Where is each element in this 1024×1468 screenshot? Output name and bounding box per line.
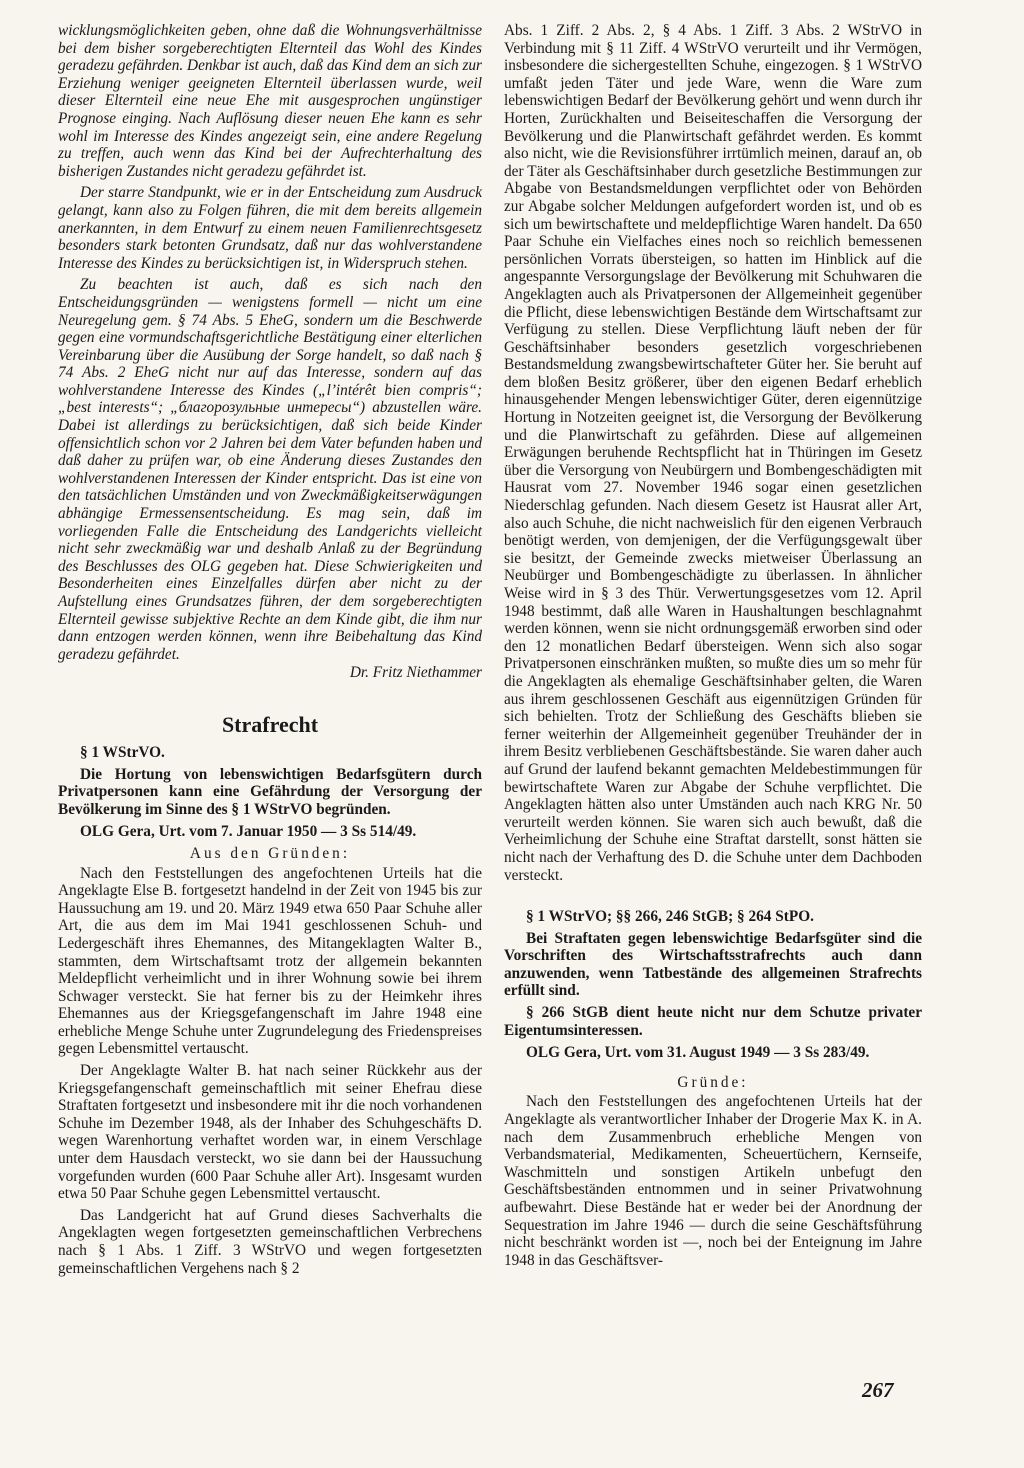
paragraph: Zu beachten ist auch, daß es sich nach den Entscheidungsgründen — wenigstens formell — nicht um eine Neuregelung gem. § 74 Abs. 5 EheG, sondern um die Beschwerde gegen eine vormundschaftsgerichtliche Bestätigung einer elterlichen Vereinbarung über die Ausübung der Sorge handelt, so daß nach § 74 Abs. 2 EheG nicht nur auf das Interesse, sondern auf das wohlverstandene Interesse des Kindes („l’intérêt bien compris“; „best interests“; „благорозульные интересы“) abzustellen wäre. Dabei ist allerdings zu berücksichtigen, daß sich beide Kinder offensichtlich schon vor 2 Jahren bei dem Vater befunden haben und daß daher zu prüfen war, ob eine Änderung dieses Zustandes den wohlverstandenen Interessen der Kinder entspricht. Das ist eine von den tatsächlichen Umständen und von Zweckmäßigkeitserwägungen abhängige Ermessensentscheidung. Es mag sein, daß im vorliegenden Falle die Entscheidung des Landgerichts vielleicht nicht sehr zweckmäßig war und deshalb Anlaß zu der Begründung des Beschlusses des OLG gegeben hat. Diese Schwierigkeiten und Besonderheiten eines Einzelfalles dürfen aber nicht zu der Aufstellung eines Grundsatzes führen, der dem sorgeberechtigten Elternteil gewisse subjektive Rechte an dem Kinde gibt, die ihm nur dann entzogen werden können, wenn ihre Beibehaltung das Kind geradezu gefährdet.	[58, 276, 482, 663]
paragraph: Abs. 1 Ziff. 2 Abs. 2, § 4 Abs. 1 Ziff. 3 Abs. 2 WStrVO in Verbindung mit § 11 Ziff. 4 WStrVO verurteilt und ihr Vermögen, insbesondere die sichergestellten Schuhe, eingezogen. § 1 WStrVO umfaßt jeden Täter und jede Ware, wenn die Ware zum lebenswichtigen Bedarf der Bevölkerung gehört und wenn durch ihr Horten, Zurückhalten und Beiseiteschaffen die Versorgung der Bevölkerung und die Planwirtschaft gefährdet werden. Es kommt also nicht, wie die Revisionsführer irrtümlich meinen, darauf an, ob der Täter als Geschäftsinhaber durch gesetzliche Bestimmungen zur Abgabe von Bestandsmeldungen verpflichtet oder von Behörden zur Abgabe solcher Meldungen aufgefordert worden ist, und ob es sich um bewirtschaftete und meldepflichtige Waren handelt. Da 650 Paar Schuhe ein Vielfaches eines noch so reichlich bemessenen persönlichen Vorrats übersteigen, so hatten im Hinblick auf die angespannte Versorgungslage der Bevölkerung mit Schuhwaren die Angeklagten auch als Privatpersonen der Allgemeinheit gegenüber die Pflicht, diese lebenswichtigen Bestände dem Wirtschaftsamt zur Verfügung zu stellen. Diese Verpflichtung läuft neben der für Geschäftsinhaber besonders gesetzlich vorgeschriebenen Bestandsmeldung zwangsbewirtschafteter Güter her. Sie beruht auf dem bloßen Besitz größerer, über den eigenen Bedarf erheblich hinausgehender Mengen lebenswichtiger Güter, deren eigennützige Hortung in Notzeiten geeignet ist, die Versorgung der Bevölkerung und die Planwirtschaft zu gefährden. Diese auf allgemeinen Erwägungen beruhende Rechtspflicht hat in Thüringen im Gesetz über die Versorgung von Neubürgern und Bombengeschädigten mit Hausrat vom 27. November 1946 sogar einen gesetzlichen Niederschlag gefunden. Nach diesem Gesetz ist Hausrat aller Art, also auch Schuhe, die nicht nachweislich für den eigenen Verbrauch benötigt werden, von demjenigen, der die Verfügungsgewalt über sie besitzt, der Gemeinde zwecks mietweiser Überlassung an Neubürger und Bombengeschädigte zu überlassen. In ähnlicher Weise wird in § 3 des Thür. Verwertungsgesetzes vom 12. April 1948 bestimmt, daß alle Waren in Haushaltungen beschlagnahmt werden können, wenn sie nicht ordnungsgemäß erworben sind oder den 12 monatlichen Bedarf übersteigen. Wenn sich also sogar Privatpersonen einschränken mußten, so mußte dies um so mehr für die Angeklagten als ehemalige Geschäftsinhaber gelten, die Waren aus ihrem geschlossenen Geschäft aus eigennützigen Gründen für sich behielten. Trotz der Schließung des Geschäfts blieben sie ferner weiterhin der Allgemeinheit gegenüber Treuhänder der in ihrem Besitz verbliebenen Geschäftsbestände. Sie waren daher auch auf Grund der laufend bekannt gemachten Meldebestimmungen für bewirtschaftete Waren zur Abgabe der Schuhe verpflichtet. Die Angeklagten hätten also unter Umständen auch nach KRG Nr. 50 verurteilt werden können. Sie waren sich auch bewußt, daß die Verheimlichung der Schuhe eine Straftat darstellt, sonst hätten sie nicht nach der Verhaftung des D. die Schuhe unter dem Dachboden versteckt.	[504, 22, 922, 884]
reasons-heading: Aus den Gründen:	[189, 844, 351, 862]
paragraph: Der starre Standpunkt, wie er in der Entscheidung zum Ausdruck gelangt, kann also zu Folgen führen, die mit dem bereits allgemein anerkannten, in dem Entwurf zu einem neuen Familienrechtsgesetz besonders stark betonten Grundsatz, daß nur das wohlverstandene Interesse des Kindes zu berücksichtigen ist, in Widerspruch stehen.	[58, 184, 482, 272]
paragraph: wicklungsmöglichkeiten geben, ohne daß die Wohnungsverhältnisse bei dem bisher sorgeberechtigten Elternteil das Wohl des Kindes geradezu gefährden. Denkbar ist auch, daß das Kind dem an sich zur Erziehung weniger geeigneten Elternteil überlassen wurde, weil dieser Elternteil eine neue Ehe mit ausgesprochen ungünstiger Prognose einging. Nach Auflösung dieser neuen Ehe kann es sehr wohl im Interesse des Kindes angezeigt sein, eine andere Regelung zu treffen, auch wenn das Kind bei der Aufrechterhaltung des bisherigen Zustandes nicht geradezu gefährdet ist.	[58, 22, 482, 180]
statute-reference: § 1 WStrVO; §§ 266, 246 StGB; § 264 StPO.	[526, 908, 814, 926]
headnote: § 266 StGB dient heute nicht nur dem Schutze privater Eigentumsinteressen.	[504, 1004, 922, 1039]
paragraph: Nach den Feststellungen des angefochtenen Urteils hat der Angeklagte als verantwortlicher Inhaber der Drogerie Max K. in A. nach dem Zusammenbruch erhebliche Mengen von Verbandsmaterial, Medikamenten, Scheuertüchern, Kernseife, Waschmitteln und sonstigen Artikeln unbefugt den Geschäftsbeständen entnommen und in seiner Privatwohnung aufbewahrt. Diese Bestände hat er weder bei der Anordnung der Sequestration im Jahre 1946 — durch die seine Geschäftsführung nicht beschränkt worden ist —, noch bei der Enteignung im Jahre 1948 in das Geschäftsver-	[504, 1093, 922, 1269]
statute-reference: § 1 WStrVO.	[80, 743, 165, 761]
headnote: Die Hortung von lebenswichtigen Bedarfsgütern durch Privatpersonen kann eine Gefährdung der Versorgung der Bevölkerung im Sinne des § 1 WStrVO begründen.	[58, 765, 482, 818]
author-signature: Dr. Fritz Niethammer	[349, 664, 482, 682]
page-number: 267	[862, 1378, 894, 1402]
paragraph: Nach den Feststellungen des angefochtenen Urteils hat die Angeklagte Else B. fortgesetzt handelnd in der Zeit von 1945 bis zur Haussuchung am 19. und 20. März 1949 etwa 650 Paar Schuhe aller Art, die aus dem im Mai 1941 geschlossenen Schuh- und Ledergeschäft ihres Ehemannes, des Mitangeklagten Walter B., stammten, dem Wirtschaftsamt trotz der allgemein bekannten Meldepflicht verheimlicht und in ihrer Wohnung sowie bei ihrem Schwager versteckt. Sie hat ferner bis zu der Heimkehr ihres Ehemannes aus der Kriegsgefangenschaft im Jahre 1948 eine erhebliche Menge Schuhe unter Zugrundelegung des Friedenspreises gegen Lebensmittel vertauscht.	[58, 864, 482, 1058]
reasons-heading: Gründe:	[677, 1073, 749, 1091]
left-column	[58, 22, 482, 1277]
paragraph: Das Landgericht hat auf Grund dieses Sachverhalts die Angeklagten wegen fortgesetzten gemeinschaftlichen Verbrechens nach § 1 Abs. 1 Ziff. 3 WStrVO und wegen fortgesetzten gemeinschaftlichen Vergehens nach § 2	[58, 1206, 482, 1277]
paragraph: Der Angeklagte Walter B. hat nach seiner Rückkehr aus der Kriegsgefangenschaft gemeinschaftlich mit seiner Ehefrau diese Straftaten fortgesetzt und insbesondere mit ihr die noch vorhandenen Schuhe im Dezember 1948, als der Inhaber des Schuhgeschäfts D. wegen Warenhortung verhaftet worden war, in einem Verschlage unter dem Hausdach versteckt, wo sie dann bei der Haussuchung vorgefunden wurden (600 Paar Schuhe aller Art). Insgesamt wurden etwa 50 Paar Schuhe gegen Lebensmittel vertauscht.	[58, 1062, 482, 1203]
case-separator	[504, 884, 922, 908]
right-column	[504, 22, 922, 1269]
section-heading: Strafrecht	[221, 711, 319, 737]
headnote: Bei Straftaten gegen lebenswichtige Bedarfsgüter sind die Vorschriften des Wirtschaftsstrafrechts auch dann anzuwenden, wenn Tatbestände des allgemeinen Strafrechts erfüllt sind.	[504, 929, 922, 1000]
court-citation: OLG Gera, Urt. vom 31. August 1949 — 3 Ss 283/49.	[526, 1044, 870, 1062]
court-citation: OLG Gera, Urt. vom 7. Januar 1950 — 3 Ss 514/49.	[80, 823, 417, 841]
